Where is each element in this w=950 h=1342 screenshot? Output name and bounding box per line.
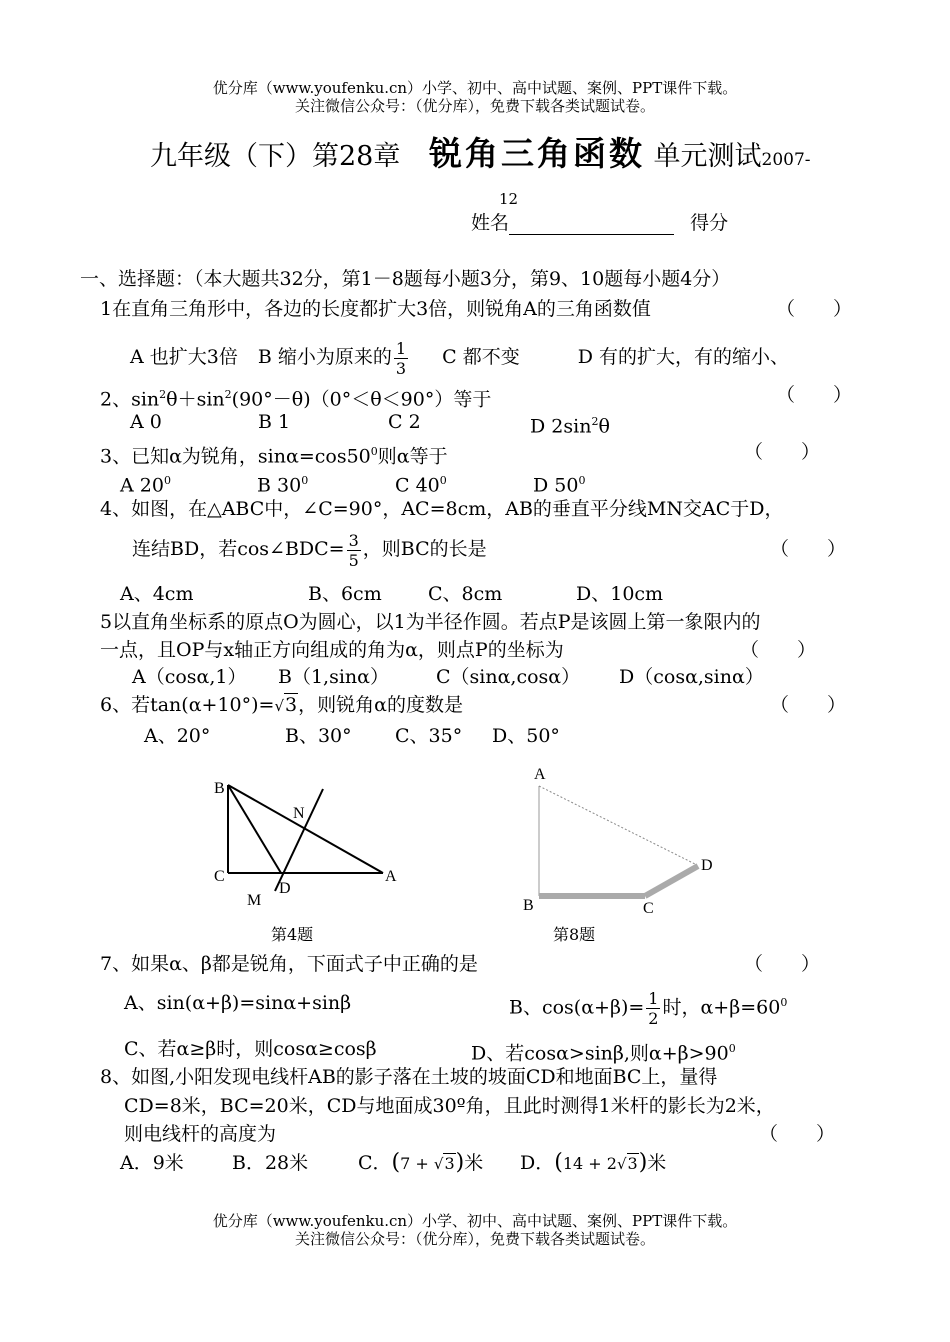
- q3-option-d: [533, 469, 585, 497]
- q3-stem: [100, 440, 448, 468]
- q1-option-a: A 也扩大3倍: [130, 346, 238, 368]
- q8-stem-1: 8、如图,小阳发现电线杆AB的影子落在土坡的坡面CD和地面BC上，量得: [100, 1066, 718, 1088]
- q2-stem-c: (90°－θ)（0°＜θ＜90°）等于: [231, 388, 492, 411]
- q3-a-sup: 0: [163, 474, 171, 487]
- name-label: 姓名: [471, 212, 510, 234]
- q7-d-sup: 0: [728, 1042, 736, 1055]
- q4-option-c: C、8cm: [428, 583, 503, 605]
- q7-b-pre: B、cos(α+β)=: [509, 996, 645, 1019]
- q3-stem-a: 3、已知α为锐角，sinα=cos50: [100, 445, 371, 468]
- q4-stem-1: 4、如图，在△ABC中，∠C=90°，AC=8cm，AB的垂直平分线MN交AC于D，: [100, 498, 784, 520]
- q2-sup-1: 2: [159, 388, 167, 401]
- fig8-ray-ad: [539, 786, 695, 864]
- q6-answer-paren[interactable]: （ ）: [770, 694, 847, 716]
- q4-frac-den: 5: [348, 550, 359, 570]
- title-date-b: 12: [499, 190, 519, 208]
- fig4-label-n: N: [293, 805, 305, 822]
- q2-d-b: θ: [598, 415, 610, 438]
- q4-option-b: B、6cm: [308, 583, 382, 605]
- q4-option-a: A、4cm: [120, 583, 194, 605]
- footer-line-1: 优分库（www.youfenku.cn）小学、初中、高中试题、案例、PPT课件下载。: [212, 1212, 738, 1230]
- q1-answer-paren[interactable]: （ ）: [776, 298, 853, 320]
- fig8-shadow-cd: [645, 866, 698, 896]
- fig8-label-c: C: [643, 900, 654, 917]
- q6-option-a: A、20°: [144, 725, 211, 747]
- q3-option-c: [395, 469, 447, 497]
- fig4-caption: 第4题: [271, 925, 314, 944]
- q1-frac-num: 1: [395, 338, 407, 358]
- q7-d-text: D、若cosα>sinβ,则α+β>90: [471, 1042, 729, 1065]
- fig4-label-c: C: [214, 868, 225, 885]
- q8-c-a: 7 +: [400, 1154, 434, 1173]
- q3-c-text: C 40: [395, 474, 440, 497]
- q1-option-c: C 都不变: [442, 346, 520, 368]
- q3-stem-b: 则α等于: [377, 445, 448, 468]
- q8-d-rad: 3: [627, 1154, 638, 1173]
- q8-option-a: A．9米: [120, 1152, 184, 1174]
- q8-c-pre: C．: [358, 1152, 392, 1174]
- q5-option-d: D（cosα,sinα）: [619, 666, 764, 688]
- q3-option-a: [120, 469, 171, 497]
- fig8-caption: 第8题: [553, 925, 596, 944]
- q8-c-rad: 3: [444, 1154, 455, 1173]
- q7-option-c: C、若α≥β时，则cosα≥cosβ: [124, 1038, 377, 1060]
- q8-stem-2: CD=8米，BC=20米，CD与地面成30º角，且此时测得1米杆的影长为2米，: [124, 1095, 775, 1117]
- title-main: 锐角三角函数: [428, 134, 645, 173]
- fig4-label-b: B: [214, 780, 225, 797]
- title-prefix: 九年级（下）第28章: [150, 141, 401, 172]
- q4-stem-2a: 连结BD，若cos∠BDC=: [132, 538, 345, 560]
- figure-8: [515, 760, 725, 920]
- q3-c-sup: 0: [439, 474, 447, 487]
- q8-option-d: D．(14 + 2√3)米: [520, 1150, 667, 1175]
- student-info: [471, 211, 728, 235]
- fig4-label-d: D: [279, 880, 291, 897]
- q4-option-d: D、10cm: [576, 583, 664, 605]
- q5-stem-1: 5以直角坐标系的原点O为圆心，以1为半径作圆。若点P是该圆上第一象限内的: [100, 611, 761, 633]
- q6-option-b: B、30°: [285, 725, 352, 747]
- q3-b-sup: 0: [301, 474, 309, 487]
- footer-line-2: 关注微信公众号：（优分库），免费下载各类试题试卷。: [294, 1230, 655, 1248]
- q2-option-a: A 0: [130, 411, 162, 433]
- q2-option-c: C 2: [388, 411, 421, 433]
- fig4-side-ab: [228, 785, 383, 873]
- header-line-2: 关注微信公众号：（优分库），免费下载各类试题试卷。: [294, 97, 655, 115]
- q5-option-b: B（1,sinα）: [278, 666, 389, 688]
- name-blank[interactable]: [509, 216, 674, 235]
- fig8-label-b: B: [523, 897, 534, 914]
- q2-option-d: [530, 410, 610, 438]
- q2-sup-2: 2: [224, 388, 232, 401]
- q3-stem-sup: 0: [370, 445, 378, 458]
- q2-answer-paren[interactable]: （ ）: [776, 384, 853, 406]
- q7-frac-den: 2: [648, 1008, 659, 1028]
- fig8-label-a: A: [534, 766, 546, 783]
- fig4-segment-bd: [228, 785, 281, 873]
- q8-d-pre: D．: [520, 1152, 555, 1174]
- q1-fraction: [394, 339, 408, 378]
- q7-b-sup: 0: [780, 996, 788, 1009]
- section-heading: 一、选择题：（本大题共32分，第1－8题每小题3分，第9、10题每小题4分）: [80, 268, 731, 290]
- q7-stem: 7、如果α、β都是锐角，下面式子中正确的是: [100, 953, 478, 975]
- page-title: [150, 134, 811, 177]
- q3-a-text: A 20: [120, 474, 164, 497]
- q3-option-b: [257, 469, 308, 497]
- q5-stem-2: 一点，且OP与x轴正方向组成的角为α，则点P的坐标为: [100, 639, 564, 661]
- q8-answer-paren[interactable]: （ ）: [759, 1123, 836, 1145]
- q3-b-text: B 30: [257, 474, 302, 497]
- q8-c-unit: 米: [464, 1152, 484, 1174]
- q4-answer-paren[interactable]: （ ）: [770, 538, 847, 560]
- q7-option-d: [471, 1037, 736, 1065]
- q7-option-a: A、sin(α+β)=sinα+sinβ: [124, 992, 352, 1014]
- fig4-label-m: M: [247, 892, 262, 909]
- q3-d-text: D 50: [533, 474, 579, 497]
- score-label: 得分: [690, 212, 729, 234]
- q7-b-post: 时，α+β=60: [662, 996, 781, 1019]
- q6-radical: 3: [285, 694, 298, 716]
- q5-option-a: A（cosα,1）: [132, 666, 247, 688]
- title-date-a: 2007-: [761, 150, 811, 170]
- q7-option-b: [509, 983, 787, 1028]
- q2-stem-b: θ＋sin: [166, 388, 225, 411]
- q2-stem-a: 2、sin: [100, 388, 160, 411]
- q3-d-sup: 0: [578, 474, 586, 487]
- q1-frac-den: 3: [395, 358, 407, 378]
- q4-stem-2: [132, 529, 487, 570]
- q8-d-a: 14 + 2: [562, 1154, 617, 1173]
- q2-stem: [100, 383, 491, 411]
- q7-answer-paren[interactable]: （ ）: [744, 953, 821, 975]
- header-line-1: 优分库（www.youfenku.cn）小学、初中、高中试题、案例、PPT课件下载。: [212, 79, 738, 97]
- q8-option-b: B．28米: [232, 1152, 309, 1174]
- fig8-label-d: D: [701, 857, 713, 874]
- figure-4: [205, 765, 415, 915]
- q6-option-c: C、35°: [395, 725, 463, 747]
- q4-fraction: [347, 531, 361, 570]
- q2-option-b: B 1: [258, 411, 291, 433]
- q6-stem-b: ，则锐角α的度数是: [298, 694, 463, 716]
- q2-d-a: D 2sin: [530, 415, 592, 438]
- q4-stem-2b: ，则BC的长是: [362, 538, 487, 560]
- q6-stem-a: 6、若tan(α+10°)=: [100, 694, 275, 716]
- title-suffix: 单元测试: [653, 141, 762, 172]
- q1-option-d: D 有的扩大，有的缩小、: [577, 346, 790, 368]
- q4-frac-num: 3: [348, 530, 359, 550]
- q2-d-sup: 2: [591, 415, 599, 428]
- q8-option-c: C．(7 + √3)米: [358, 1150, 484, 1175]
- q1-stem: 1在直角三角形中，各边的长度都扩大3倍，则锐角A的三角函数值: [100, 298, 651, 320]
- q6-stem: 6、若tan(α+10°)=√3，则锐角α的度数是: [100, 694, 463, 716]
- q8-d-unit: 米: [647, 1152, 667, 1174]
- q7-fraction: [646, 989, 660, 1028]
- q7-frac-num: 1: [648, 988, 659, 1008]
- q1-options: [130, 337, 789, 378]
- q6-option-d: D、50°: [492, 725, 560, 747]
- fig4-label-a: A: [385, 868, 397, 885]
- q8-stem-3: 则电线杆的高度为: [124, 1123, 277, 1145]
- q1-option-b: B 缩小为原来的: [257, 346, 392, 368]
- q3-answer-paren[interactable]: （ ）: [744, 441, 821, 463]
- q5-answer-paren[interactable]: （ ）: [740, 639, 817, 661]
- q5-option-c: C（sinα,cosα）: [436, 666, 581, 688]
